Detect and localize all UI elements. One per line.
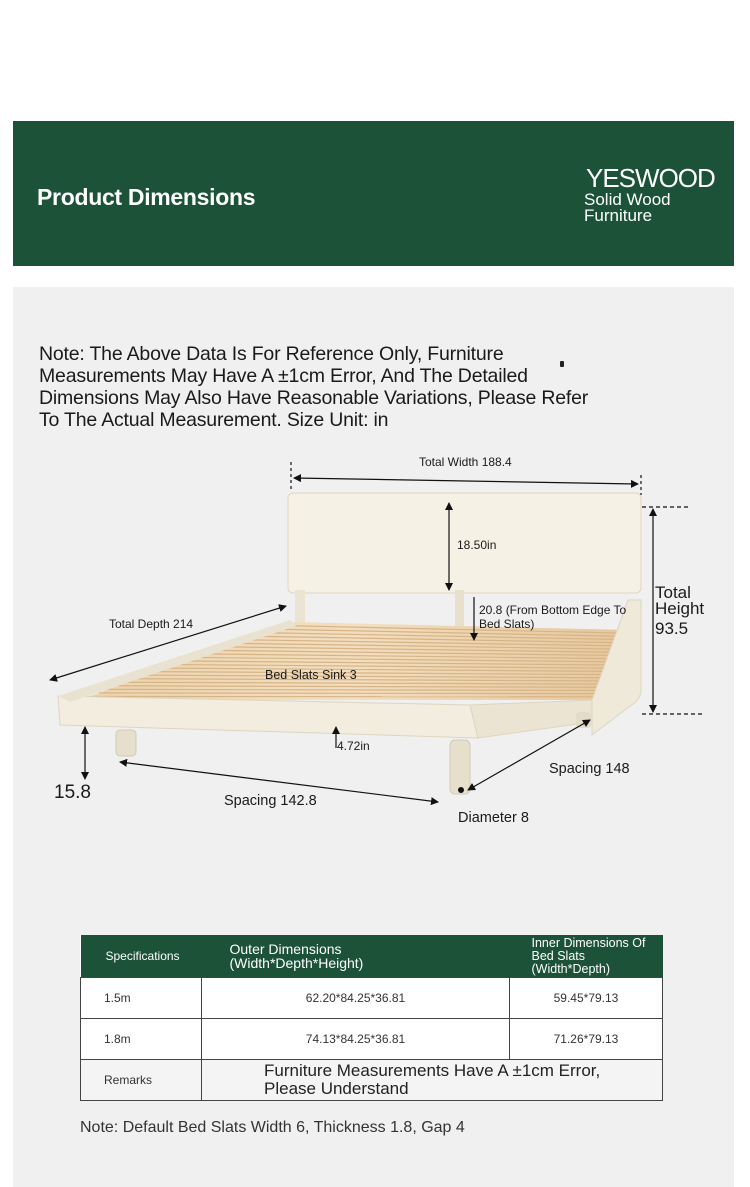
spacing-side-label: Spacing 148: [549, 761, 630, 777]
bed-slats: [80, 622, 628, 700]
header-specifications: Specifications: [81, 935, 202, 978]
spacing-front-label: Spacing 142.8: [224, 793, 317, 809]
leg-diameter-label: Diameter 8: [458, 810, 529, 826]
rail-height-label: 4.72in: [337, 739, 370, 753]
row-outer-dimensions: 74.13*84.25*36.81: [202, 1019, 510, 1060]
row-size: 1.8m: [81, 1019, 202, 1060]
reference-note: Note: The Above Data Is For Reference Only, Furniture Measurements May Have A ±1cm Error, And The Detailed Dimensions May Also Have Reasonable Variations, Please Refer To The Actual Measurement. Size Unit: in: [39, 343, 589, 431]
total-width-label: Total Width 188.4: [419, 455, 512, 469]
brand-logo: YESWOOD: [586, 163, 715, 193]
table-row: [81, 978, 663, 1019]
table-header-row: [81, 935, 663, 978]
total-depth-label: Total Depth 214: [109, 617, 194, 631]
remarks-label: Remarks: [81, 1060, 202, 1101]
header-inner-line-1: Inner Dimensions Of: [531, 935, 646, 950]
header-outer-line-1: Outer Dimensions: [229, 941, 342, 957]
slat-height-label-2: Bed Slats): [479, 617, 535, 631]
row-outer-dimensions: 62.20*84.25*36.81: [202, 978, 510, 1019]
row-size: 1.5m: [81, 978, 202, 1019]
specifications-table: [80, 935, 663, 1101]
row-inner-dimensions: 59.45*79.13: [510, 978, 663, 1019]
slat-line: [99, 693, 595, 694]
header-inner-dimensions: [510, 935, 663, 978]
slat-height-label-1: 20.8 (From Bottom Edge To: [479, 603, 627, 617]
remarks-text: [202, 1060, 663, 1101]
header-inner-line-2: Bed Slats (Width*Depth): [531, 948, 610, 976]
header-outer-line-2: (Width*Depth*Height): [229, 955, 364, 971]
table-row: [81, 1019, 663, 1060]
slats-sink-label: Bed Slats Sink 3: [265, 668, 357, 682]
remarks-text-line-1: Furniture Measurements Have A ±1cm Error,: [264, 1061, 601, 1080]
total-height-label-3: 93.5: [655, 619, 689, 638]
row-inner-dimensions: 71.26*79.13: [510, 1019, 663, 1060]
total-height-label-1: Total: [655, 583, 691, 602]
page-title: Product Dimensions: [37, 184, 256, 210]
leg-height-label: 15.8: [54, 782, 91, 803]
leg-diameter-marker: [458, 787, 464, 793]
remarks-row: [81, 1060, 663, 1101]
slats-footnote: Note: Default Bed Slats Width 6, Thickness 1.8, Gap 4: [80, 1119, 465, 1136]
headboard-height-label: 18.50in: [457, 538, 497, 552]
remarks-text-line-2: Please Understand: [264, 1079, 409, 1098]
total-height-label-2: Height: [655, 599, 705, 618]
brand-tagline-line-1: Solid Wood: [584, 190, 671, 209]
brand-tagline-line-2: Furniture: [584, 206, 653, 225]
header-outer-dimensions: [202, 935, 510, 978]
